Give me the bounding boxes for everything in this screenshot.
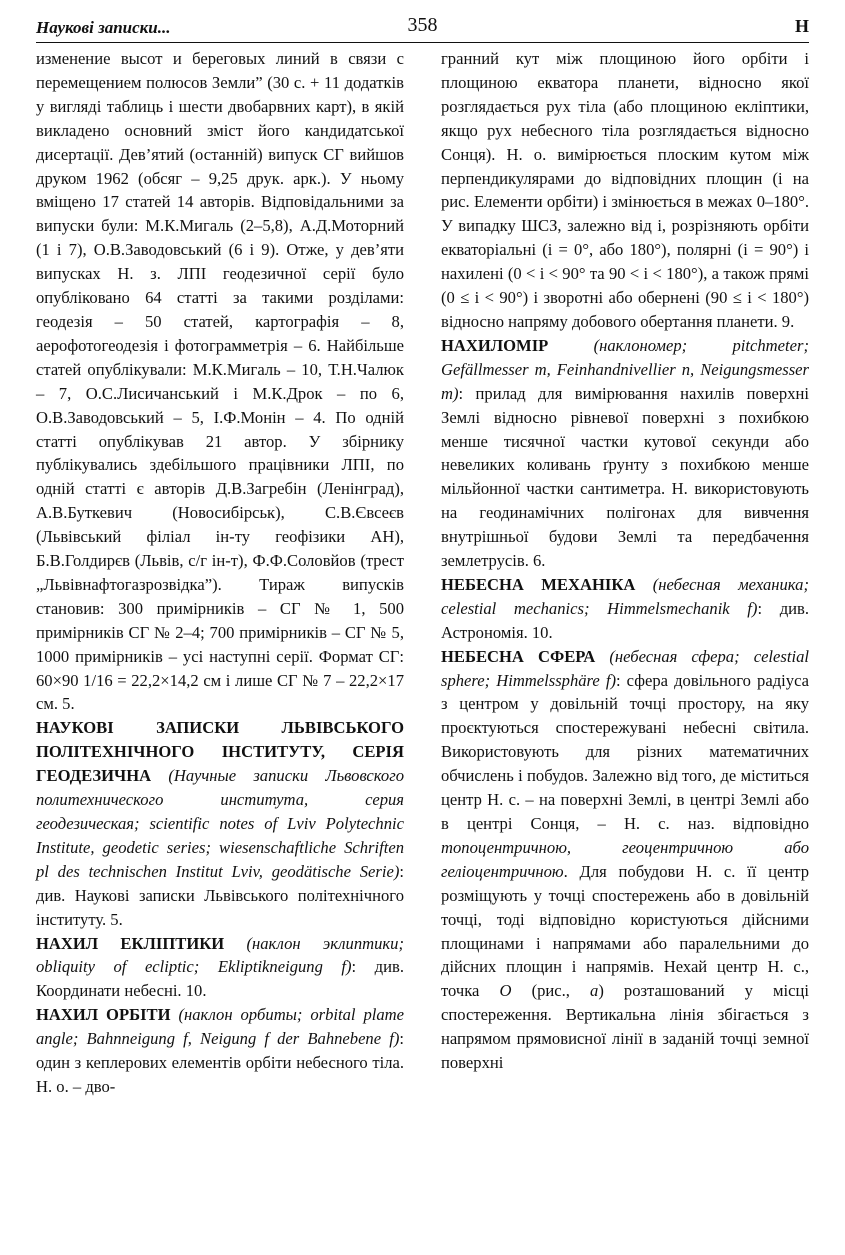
entry-synonyms: (наклономер; pitchmeter; Gefällmesser m, Feinhandnivellier n, Neigungsmesser m) [441,335,809,403]
left-column [36,47,404,1099]
entry-term: НАХИЛ ЕКЛІПТИКИ [36,933,225,953]
entry-reference: : див. Наукові записки Львівського політехнічного інституту. 5. [36,861,404,929]
running-header [36,12,809,43]
figure-label: a [590,981,599,1001]
continued-entry-text: изменение высот и береговых линий в связи с перемещением полюсов Земли” (30 с. + 11 додатків у вигляді таблиць і шести двобарвних карт), в якій викладено основний зміст його кандидатської дисертації. Дев’ятий (останній) випуск СГ вийшов друком 1962 (обсяг – 9,25 друк. арк.). У ньому вміщено 17 статей 14 авторів. Відповідальними за випуски були: М.К.Мигаль (2–5,8), А.Д.Моторний (1 і 7), О.В.Заводовський (6 і 9). Отже, у дев’яти випусках Н. з. ЛПІ геодезичної серії було опубліковано 64 статті за такими розділами: геодезія – 50 статей, картографія – 8, аерофотогеодезія і фотограмметрія – 6. Найбільше статей опублікували: М.К.Мигаль – 10, Т.Н.Чалюк – 7, О.С.Лисичанський і М.К.Дрок – по 6, О.В.Заводовський – 5, І.Ф.Монін – 4. По одній статті опублікував 21 автор. У збірнику публікувались здебільшого працівники ЛПІ, по одній статті є авторів Д.В.Загребін (Ленінград), А.В.Буткевич (Новосибірськ), С.В.Євсеєв (Львівський філіал ін-ту геофізики АН), Б.В.Голдирєв (Львів, с/г ін-т), Ф.Ф.Соловйов (трест „Львівнафтогазрозвідка”). Тираж випусків становив: 300 примірників – СГ № 1, 500 примірників СГ № 2–4; 700 примірників – СГ № 5, 1000 примірників – усі наступні серії. Формат СГ: 60×90 1/16 = 22,2×14,2 см і лише СГ № 7 – 22,2×17 см. 5. [36,49,404,714]
entry-reference: : див. Астрономія. 10. [441,598,809,642]
entry-synonyms: (небесная сфера; celestial sphere; Himmelssphäre f) [441,646,809,690]
point-label: O [499,981,512,1001]
entry-term: НАУКОВІ ЗАПИСКИ ЛЬВІВСЬКОГО ПОЛІТЕХНІЧНОГО ІНСТИТУТУ, СЕРІЯ ГЕОДЕЗИЧНА [36,718,404,786]
two-column-body [36,47,809,1099]
running-title: Наукові записки... [36,18,171,37]
right-column [441,47,809,1099]
entry-term: НЕБЕСНА СФЕРА [441,646,596,666]
entry-synonyms: (наклон эклиптики; obliquity of ecliptic; Ekliptikneigung f) [36,933,404,977]
entry-nakhyl-ekliptyky [36,932,404,1004]
section-letter: Н [794,16,809,36]
entry-term: НЕБЕСНА МЕХАНІКА [441,574,636,594]
format-note: Формат СГ: 60×90 1/16 = 22,2×14,2 см і лише СГ № 7 – 22,2×17 см. 5. [36,646,404,714]
page-number: 358 [407,14,438,36]
entry-definition: : прилад для вимірювання нахилів поверхні Землі відносно рівневої поверхні з похибкою менше тисячної частки кутової секунди або невеликих коливань ґрунту з похибкою менше мільйонної частки сантиметра. Н. використовують на геодинамічних полігонах для вивчення внутрішньої будови Землі та передбачення землетрусів. 6. [441,383,809,571]
entry-nakhyl-orbity-continued: гранний кут між площиною його орбіти і площиною екватора планети, відносно якої розглядається рух тіла (або площиною екліптики, якщо рух небесного тіла розглядається відносно Сонця). Н. о. вимірюється плоским кутом між перпендикулярами до відповідних площин (i на рис. Елементи орбіти) і змінюється в межах 0–180°. У випадку ШСЗ, залежно від i, розрізняють орбіти екваторіальні (i = 0°, або 180°), полярні (i = 90°) і нахилені (0 < i < 90° та 90 < i < 180°), а також прямі (0 ≤ i < 90°) і зворотні або обернені (90 ≤ i < 180°) відносно напряму добового обертання планети. 9. [441,49,809,331]
entry-definition: : сфера довільного радіуса з центром у довільній точці простору, на яку проєктуються спостережувані небесні світила. Використовують для різних математичних обчислень і побудов. Залежно від того, де міститься центр Н. с. – на поверхні Землі, в центрі Землі або в центрі Сонця, – Н. с. наз. відповідно [441,670,809,833]
sphere-kinds: топоцентричною, геоцентричною або геліоцентричною [441,837,809,881]
entry-nebesna-mekhanika [441,573,809,645]
entry-nebesna-sfera: НЕБЕСНА СФЕРА (небесная сфера; celestial sphere; Himmelssphäre f): сфера довільного радіуса з центром у довільній точці простору, на яку проєктуються спостережувані небесні світила. Використовують для різних математичних обчислень і побудов. Залежно від того, де міститься центр Н. с. – на поверхні Землі, в центрі Землі або в центрі Сонця, – Н. с. наз. відповідно топоцентричною, геоцентричною або геліоцентричною. Для побудови Н. с. її центр розміщують у точці спостережень або в довільній точці, тоді відповідно користуються дійсними площинами і напрямами або паралельними до дійсних площин і напрямів. Нехай центр Н. с., точка O (рис., a) розташований у місці спостереження. Вертикальна лінія збігається з напрямом прямовисної лінії в заданій точці земної поверхні [441,646,809,1073]
entry-synonyms: (небесная механика; celestial mechanics; Himmelsmechanik f) [441,574,809,618]
entry-definition: : один з кеплерових елементів орбіти небесного тіла. Н. о. – дво- [36,1029,404,1096]
entry-nakhyl-orbity [36,1003,404,1099]
entry-naukovi-zapysky-seriia [36,716,404,931]
entry-nakhylomir [441,334,809,573]
entry-term: НАХИЛ ОРБІТИ [36,1005,171,1025]
entry-synonyms: (наклон орбиты; orbital plame angle; Bahnneigung f, Neigung f der Bahnebene f) [36,1005,405,1049]
entry-reference: : див. Координати небесні. 10. [36,957,404,1001]
entry-synonyms: (Научные записки Львовского политехнического института, серия геодезическая; scientific notes of Lviv Polytechnic Institute, geodetic series; wiesenschaftliche Schriften pl des technischen Institut Lviv, geodätische Serie) [36,766,404,881]
entry-term: НАХИЛОМІР [441,335,549,355]
